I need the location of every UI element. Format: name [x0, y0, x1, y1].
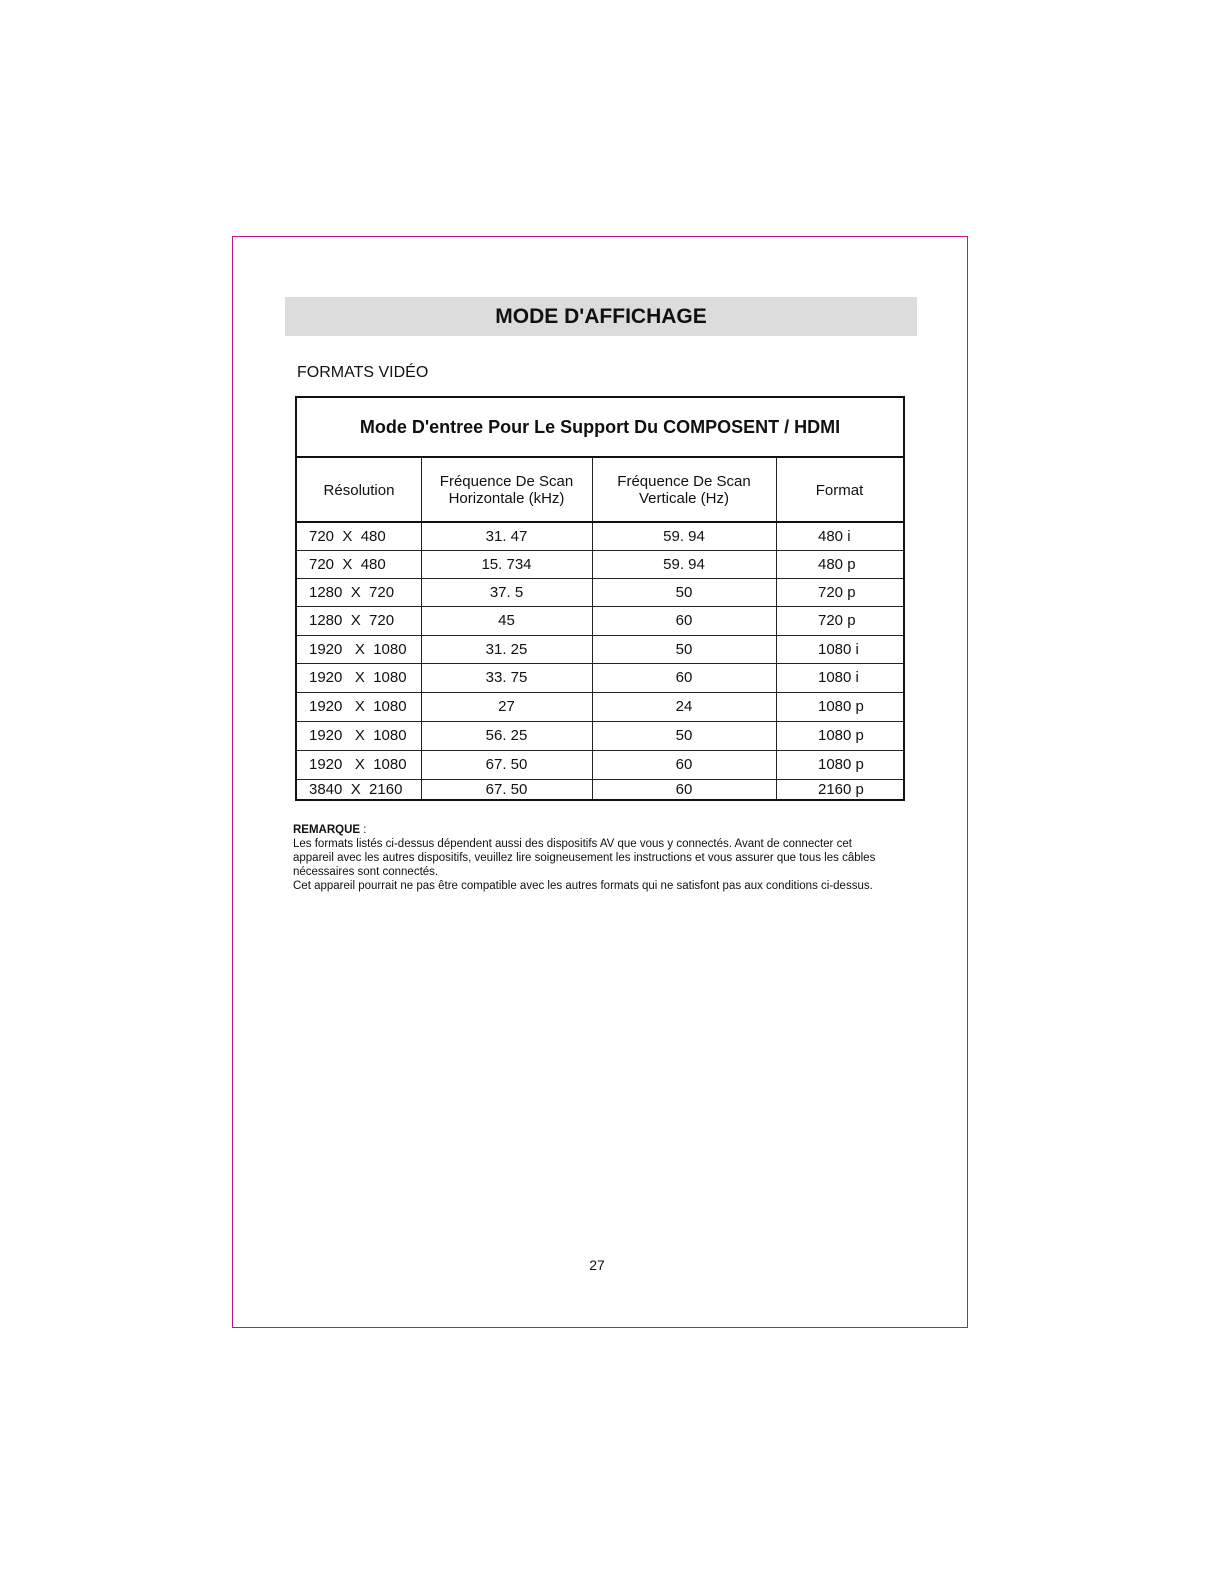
cell-vfreq: 60: [675, 756, 693, 773]
remark-separator: :: [360, 824, 367, 836]
cell-resolution: 720 X 480: [309, 527, 386, 545]
cell-vfreq: 60: [675, 780, 693, 798]
cell-format: 480 p: [818, 555, 856, 573]
cell-hfreq: 31. 25: [485, 640, 528, 658]
table-caption: Mode D'entree Pour Le Support Du COMPOSENT / HDMI: [297, 398, 903, 458]
cell-format: 1080 i: [818, 669, 859, 686]
section-label: FORMATS VIDÉO: [297, 364, 429, 381]
cell-vfreq: 60: [675, 612, 693, 629]
cell-resolution: 1920 X 1080: [309, 698, 407, 715]
cell-resolution: 3840 X 2160: [309, 780, 403, 798]
cell-vfreq: 24: [675, 698, 693, 715]
cell-hfreq: 27: [498, 698, 515, 715]
header-resolution: Résolution: [323, 481, 395, 499]
cell-format: 2160 p: [818, 780, 864, 798]
header-hfreq: Fréquence De Scan Horizontale (kHz): [439, 473, 574, 507]
remark-block: [293, 823, 893, 893]
cell-format: 1080 p: [818, 727, 864, 744]
cell-hfreq: 33. 75: [485, 669, 528, 686]
cell-format: 720 p: [818, 583, 856, 601]
cell-format: 1080 i: [818, 640, 859, 658]
cell-resolution: 1280 X 720: [309, 583, 395, 601]
cell-resolution: 1920 X 1080: [309, 727, 407, 744]
header-vfreq: Fréquence De Scan Verticale (Hz): [617, 473, 751, 507]
cell-vfreq: 50: [675, 640, 693, 658]
cell-resolution: 1280 X 720: [309, 612, 395, 629]
page-title: MODE D'AFFICHAGE: [285, 297, 917, 336]
cell-hfreq: 31. 47: [485, 527, 528, 545]
cell-hfreq: 56. 25: [485, 727, 528, 744]
cell-hfreq: 37. 5: [489, 583, 524, 601]
remark-paragraph-1: Les formats listés ci-dessus dépendent aussi des dispositifs AV que vous y connectés. Avant de connecter cet appareil avec les autres dispositifs, veuillez lire soigneusement les instructions et vous assurer que tous les câbles nécessaires sont connectés.: [293, 838, 876, 878]
header-format: Format: [815, 481, 864, 499]
cell-vfreq: 60: [675, 669, 693, 686]
cell-format: 1080 p: [818, 756, 864, 773]
cell-format: 480 i: [818, 527, 851, 545]
cell-vfreq: 59. 94: [663, 555, 705, 573]
cell-hfreq: 67. 50: [485, 756, 528, 773]
remark-label: REMARQUE: [293, 824, 361, 836]
formats-table: [295, 396, 905, 801]
page-number: 27: [589, 1257, 605, 1273]
remark-paragraph-2: Cet appareil pourrait ne pas être compatible avec les autres formats qui ne satisfont pas aux conditions ci-dessus.: [293, 880, 873, 892]
cell-resolution: 1920 X 1080: [309, 756, 407, 773]
cell-format: 1080 p: [818, 698, 864, 715]
cell-resolution: 720 X 480: [309, 555, 386, 573]
cell-resolution: 1920 X 1080: [309, 669, 407, 686]
cell-vfreq: 50: [675, 583, 693, 601]
cell-resolution: 1920 X 1080: [309, 640, 407, 658]
cell-hfreq: 15. 734: [481, 555, 532, 573]
cell-hfreq: 67. 50: [485, 780, 528, 798]
cell-hfreq: 45: [498, 612, 515, 629]
cell-vfreq: 50: [675, 727, 693, 744]
cell-vfreq: 59. 94: [663, 527, 705, 545]
cell-format: 720 p: [818, 612, 856, 629]
